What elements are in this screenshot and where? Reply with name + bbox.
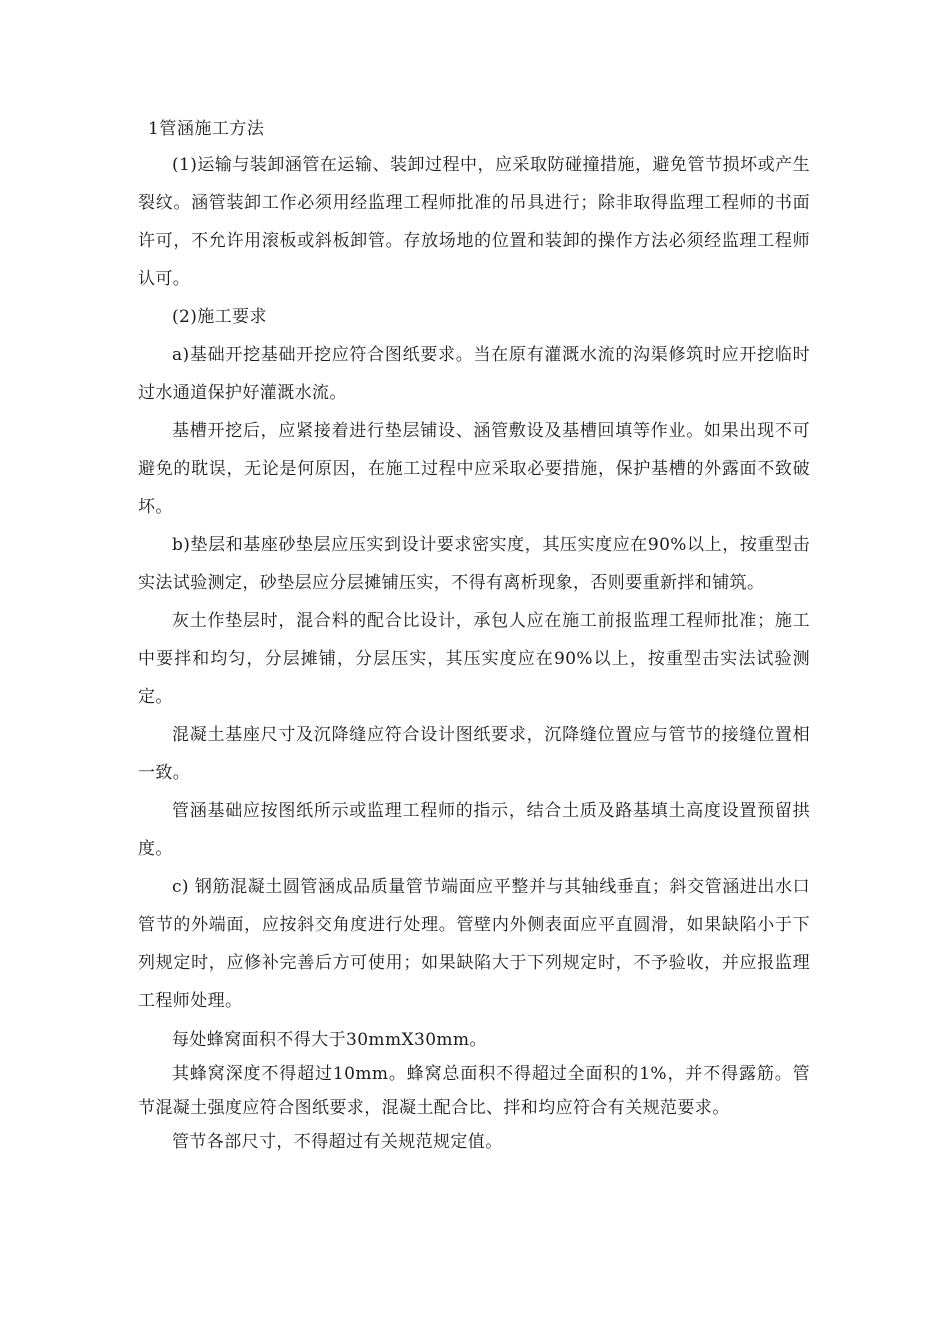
paragraph-pre-camber: 管涵基础应按图纸所示或监理工程师的指示，结合土质及路基填土高度设置预留拱度。 [138,801,810,859]
paragraph-foundation-excavation: a)基础开挖基础开挖应符合图纸要求。当在原有灌溉水流的沟渠修筑时应开挖临时过水通道保护好灌溉水流。 [138,345,810,403]
paragraph-trench-excavation: 基槽开挖后，应紧接着进行垫层铺设、涵管敷设及基槽回填等作业。如果出现不可避免的耽误，无论是何原因，在施工过程中应采取必要措施，保护基槽的外露面不致破坏。 [138,421,810,517]
paragraph-transport: (1)运输与装卸涵管在运输、装卸过程中，应采取防碰撞措施，避免管节损坏或产生裂纹。涵管装卸工作必须用经监理工程师批准的吊具进行；除非取得监理工程师的书面许可，不允许用滚板或斜板卸管。存放场地的位置和装卸的操作方法必须经监理工程师认可。 [138,155,810,289]
paragraph-honeycomb-depth: 其蜂窝深度不得超过10mm。蜂窝总面积不得超过全面积的1%，并不得露筋。管节混凝土强度应符合图纸要求，混凝土配合比、拌和均应符合有关规范要求。 [138,1064,810,1118]
paragraph-dimensions: 管节各部尺寸，不得超过有关规范规定值。 [172,1132,503,1152]
paragraph-lime-soil-cushion: 灰土作垫层时，混合料的配合比设计，承包人应在施工前报监理工程师批准；施工中要拌和均匀，分层摊铺，分层压实，其压实度应在90%以上，按重型击实法试验测定。 [138,611,810,707]
paragraph-honeycomb-area: 每处蜂窝面积不得大于30mmX30mm。 [172,1030,487,1050]
paragraph-pipe-quality: c) 钢筋混凝土圆管涵成品质量管节端面应平整并与其轴线垂直；斜交管涵进出水口管节的外端面，应按斜交角度进行处理。管壁内外侧表面应平直圆滑，如果缺陷小于下列规定时，应修补完善后方可使用；如果缺陷大于下列规定时，不予验收，并应报监理工程师处理。 [138,877,810,1011]
document-body [138,112,810,1159]
paragraph-concrete-base: 混凝土基座尺寸及沉降缝应符合设计图纸要求，沉降缝位置应与管节的接缝位置相一致。 [138,725,810,783]
paragraph-cushion-base: b)垫层和基座砂垫层应压实到设计要求密实度，其压实度应在90%以上，按重型击实法试验测定，砂垫层应分层摊铺压实，不得有离析现象，否则要重新拌和铺筑。 [138,535,810,593]
section-heading: 1管涵施工方法 [148,119,265,139]
paragraph-construction-requirements: (2)施工要求 [172,307,267,327]
